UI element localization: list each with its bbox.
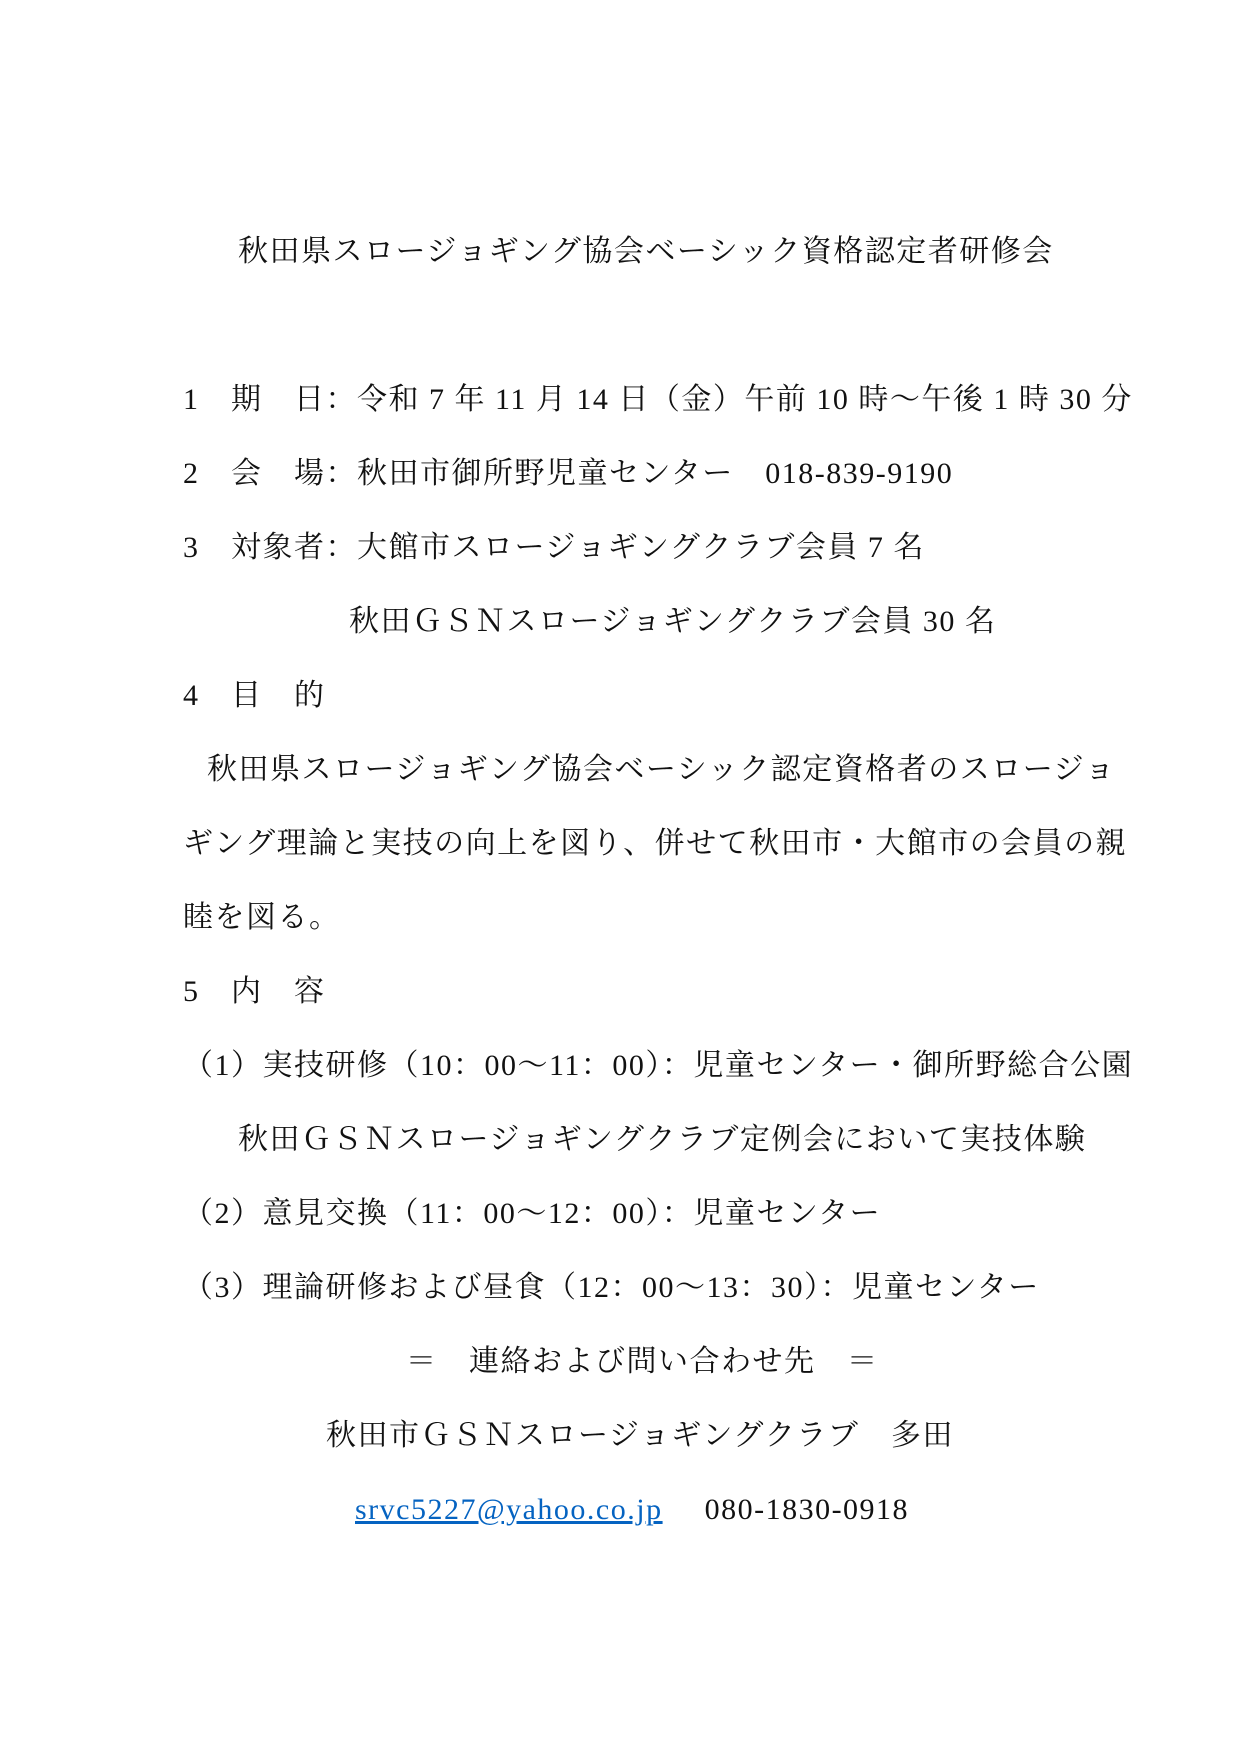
phone-number: 080-1830-0918	[704, 1493, 910, 1526]
item-date: 1 期 日：令和 7 年 11 月 14 日（金）午前 10 時～午後 1 時 30 分	[183, 383, 1133, 416]
item-target-continuation: 秋田ＧＳＮスロージョギングクラブ会員 30 名	[349, 605, 997, 638]
content-item-2: （2）意見交換（11：00～12：00）：児童センター	[183, 1197, 882, 1230]
content-item-3: （3）理論研修および昼食（12：00～13：30）：児童センター	[183, 1271, 1040, 1304]
contact-club-name: 秋田市ＧＳＮスロージョギングクラブ 多田	[326, 1419, 954, 1452]
content-item-1: （1）実技研修（10：00～11：00）：児童センター・御所野総合公園	[183, 1049, 1134, 1082]
purpose-paragraph-line-3: 睦を図る。	[183, 901, 341, 934]
purpose-heading: 4 目 的	[183, 679, 326, 712]
contact-heading: ＝ 連絡および問い合わせ先 ＝	[406, 1345, 879, 1378]
blank-line	[183, 289, 1150, 363]
content-heading: 5 内 容	[183, 975, 326, 1008]
item-venue: 2 会 場：秋田市御所野児童センター 018-839-9190	[183, 457, 954, 490]
content-item-1-continuation: 秋田ＧＳＮスロージョギングクラブ定例会において実技体験	[238, 1123, 1087, 1156]
email-link[interactable]: srvc5227@yahoo.co.jp	[355, 1493, 663, 1526]
item-target: 3 対象者：大館市スロージョギングクラブ会員 7 名	[183, 531, 925, 564]
purpose-paragraph-line-2: ギング理論と実技の向上を図り、併せて秋田市・大館市の会員の親	[183, 827, 1128, 860]
purpose-paragraph-line-1: 秋田県スロージョギング協会ベーシック認定資格者のスロージョ	[207, 753, 1116, 786]
contact-line	[183, 1473, 1150, 1547]
document-title: 秋田県スロージョギング協会ベーシック資格認定者研修会	[238, 235, 1054, 268]
